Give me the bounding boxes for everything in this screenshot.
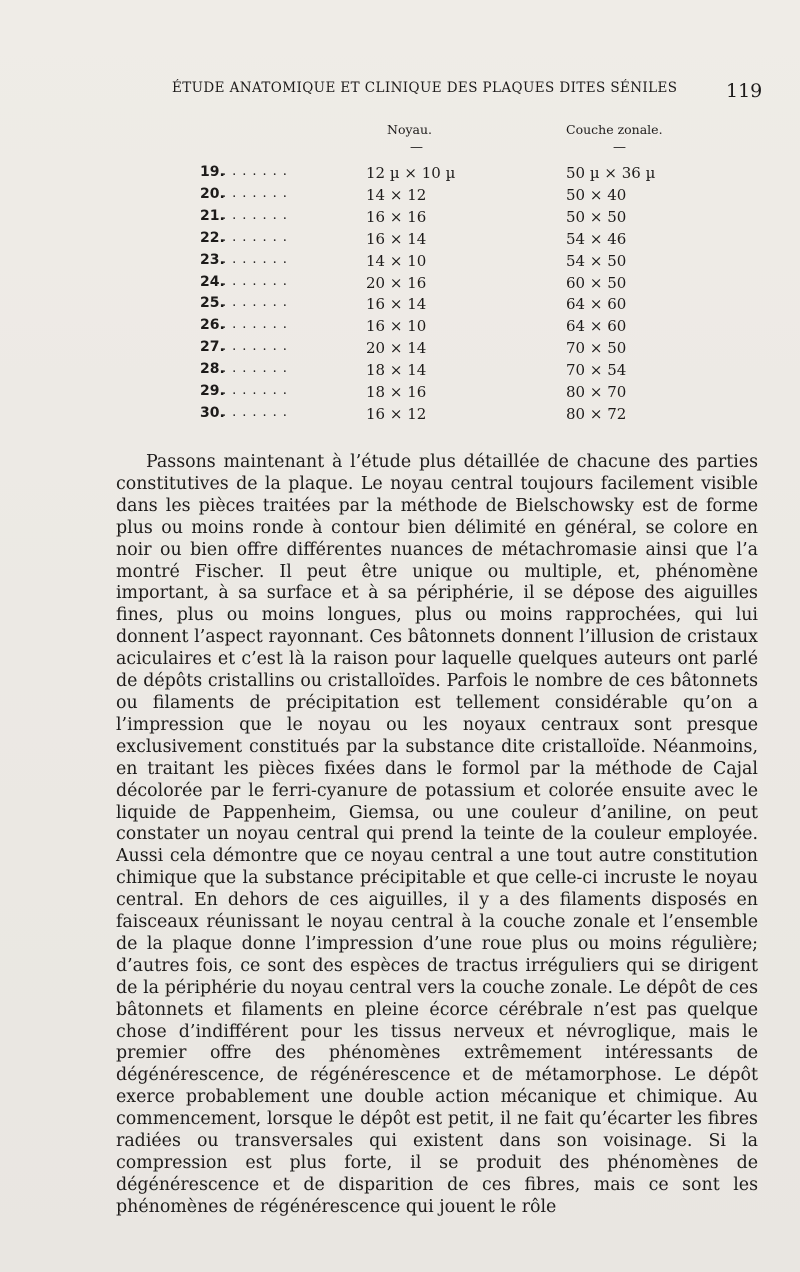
noyau-size: 14 × 12 bbox=[366, 185, 427, 204]
column-rule-noyau: — bbox=[410, 140, 423, 155]
couche-zonale-size: 54 × 50 bbox=[566, 251, 627, 270]
leader-dots: ....... bbox=[222, 229, 293, 245]
row-number: 26. bbox=[200, 317, 225, 334]
noyau-size: 18 × 16 bbox=[366, 383, 427, 401]
table-row bbox=[0, 405, 800, 427]
noyau-size: 16 × 14 bbox=[366, 295, 427, 314]
leader-dots: ....... bbox=[222, 383, 293, 398]
noyau-size: 18 × 14 bbox=[366, 361, 427, 380]
leader-dots: ....... bbox=[222, 207, 293, 223]
leader-dots: ....... bbox=[222, 317, 293, 333]
row-number: 27. bbox=[200, 339, 225, 356]
leader-dots: ....... bbox=[222, 339, 293, 355]
table-row bbox=[0, 339, 800, 361]
noyau-size: 14 × 10 bbox=[366, 251, 427, 270]
couche-zonale-size: 50 × 40 bbox=[566, 185, 627, 204]
couche-zonale-size: 64 × 60 bbox=[566, 317, 627, 336]
couche-zonale-size: 70 × 50 bbox=[566, 339, 627, 358]
page-number: 119 bbox=[726, 80, 763, 102]
row-number: 20. bbox=[200, 185, 225, 202]
table-row bbox=[0, 252, 800, 274]
body-text bbox=[116, 452, 758, 1219]
row-number: 30. bbox=[200, 404, 225, 421]
couche-zonale-size: 50 × 50 bbox=[566, 207, 627, 226]
couche-zonale-size: 70 × 54 bbox=[566, 361, 627, 380]
noyau-size: 16 × 10 bbox=[366, 317, 427, 336]
table-row bbox=[0, 274, 800, 296]
table-row bbox=[0, 361, 800, 383]
paragraph: Passons maintenant à l’étude plus détaillée de chacune des parties constitutives de la plaque. Le noyau central toujours facilement visible dans les pièces traitées par la méthode de Bielschowsky est de forme plus ou moins ronde à contour bien délimité en général, se colore en noir ou bien offre différentes nuances de métachromasie ainsi que l’a montré Fischer. Il peut être unique ou multiple, et, phénomène important, à sa surface et à sa périphérie, il se dépose des aiguilles fines, plus ou moins longues, plus ou moins rapprochées, qui lui donnent l’aspect rayonnant. Ces bâtonnets donnent l’illusion de cristaux aciculaires et c’est là la raison pour laquelle quelques auteurs ont parlé de dépôts cristallins ou cristalloïdes. Parfois le nombre de ces bâtonnets ou filaments de précipitation est tellement considérable qu’on a l’impression que le noyau ou les noyaux centraux sont presque exclusivement constitués par la substance dite cristalloïde. Néanmoins, en traitant les pièces fixées dans le formol par la méthode de Cajal décolorée par le ferri-cyanure de potassium et colorée ensuite avec le liquide de Pappenheim, Giemsa, ou une couleur d’aniline, on peut constater un noyau central qui prend la teinte de la couleur employée. Aussi cela démontre que ce noyau central a une tout autre constitution chimique que la substance précipitable et que celle-ci incruste le noyau central. En dehors de ces aiguilles, il y a des filaments disposés en faisceaux réunissant le noyau central à la couche zonale et l’ensemble de la plaque donne l’impression d’une roue plus ou moins régulière; d’autres fois, ce sont des espèces de tractus irréguliers qui se dirigent de la périphérie du noyau central vers la couche zonale. Le dépôt de ces bâtonnets et filaments en pleine écorce cérébrale n’est pas quelque chose d’indifférent pour les tissus nerveux et névroglique, mais le premier offre des phénomènes extrêmement intéressants de dégénérescence, de régénérescence et de métamorphose. Le dépôt exerce probablement une double action mécanique et chimique. Au commencement, lorsque le dépôt est petit, il ne fait qu’écarter les fibres radiées ou transversales qui existent dans son voisinage. Si la compression est plus forte, il se produit des phénomènes de dégénérescence et de disparition de ces fibres, mais ce sont les phénomènes de régénérescence qui jouent le rôle bbox=[116, 452, 758, 1217]
noyau-size: 16 × 16 bbox=[366, 207, 427, 226]
leader-dots: ....... bbox=[222, 295, 293, 311]
running-head: ÉTUDE ANATOMIQUE ET CLINIQUE DES PLAQUES DITES SÉNILES bbox=[172, 80, 678, 96]
leader-dots: ....... bbox=[222, 404, 293, 420]
couche-zonale-size: 50 µ × 36 µ bbox=[566, 164, 656, 182]
noyau-size: 20 × 16 bbox=[366, 273, 427, 292]
row-number: 19. bbox=[200, 164, 225, 180]
table-row bbox=[0, 208, 800, 230]
noyau-size: 12 µ × 10 µ bbox=[366, 164, 456, 182]
couche-zonale-size: 60 × 50 bbox=[566, 273, 627, 292]
leader-dots: ....... bbox=[222, 273, 293, 289]
noyau-size: 20 × 14 bbox=[366, 339, 427, 358]
couche-zonale-size: 80 × 70 bbox=[566, 383, 627, 401]
noyau-size: 16 × 14 bbox=[366, 229, 427, 248]
row-number: 22. bbox=[200, 229, 225, 246]
table-row bbox=[0, 164, 800, 186]
table-row bbox=[0, 230, 800, 252]
leader-dots: ....... bbox=[222, 361, 293, 377]
row-number: 23. bbox=[200, 251, 225, 268]
table-row bbox=[0, 295, 800, 317]
leader-dots: ....... bbox=[222, 164, 293, 179]
row-number: 24. bbox=[200, 273, 225, 290]
column-rule-couche: — bbox=[613, 140, 626, 155]
table-row bbox=[0, 317, 800, 339]
couche-zonale-size: 64 × 60 bbox=[566, 295, 627, 314]
table-row bbox=[0, 383, 800, 405]
row-number: 28. bbox=[200, 361, 225, 378]
couche-zonale-size: 54 × 46 bbox=[566, 229, 627, 248]
column-header-noyau: Noyau. bbox=[387, 122, 433, 137]
row-number: 21. bbox=[200, 207, 225, 224]
column-header-couche-zonale: Couche zonale. bbox=[566, 122, 663, 137]
noyau-size: 16 × 12 bbox=[366, 404, 427, 423]
table-row bbox=[0, 186, 800, 208]
row-number: 25. bbox=[200, 295, 225, 312]
row-number: 29. bbox=[200, 383, 225, 399]
leader-dots: ....... bbox=[222, 251, 293, 267]
leader-dots: ....... bbox=[222, 185, 293, 201]
couche-zonale-size: 80 × 72 bbox=[566, 404, 627, 423]
